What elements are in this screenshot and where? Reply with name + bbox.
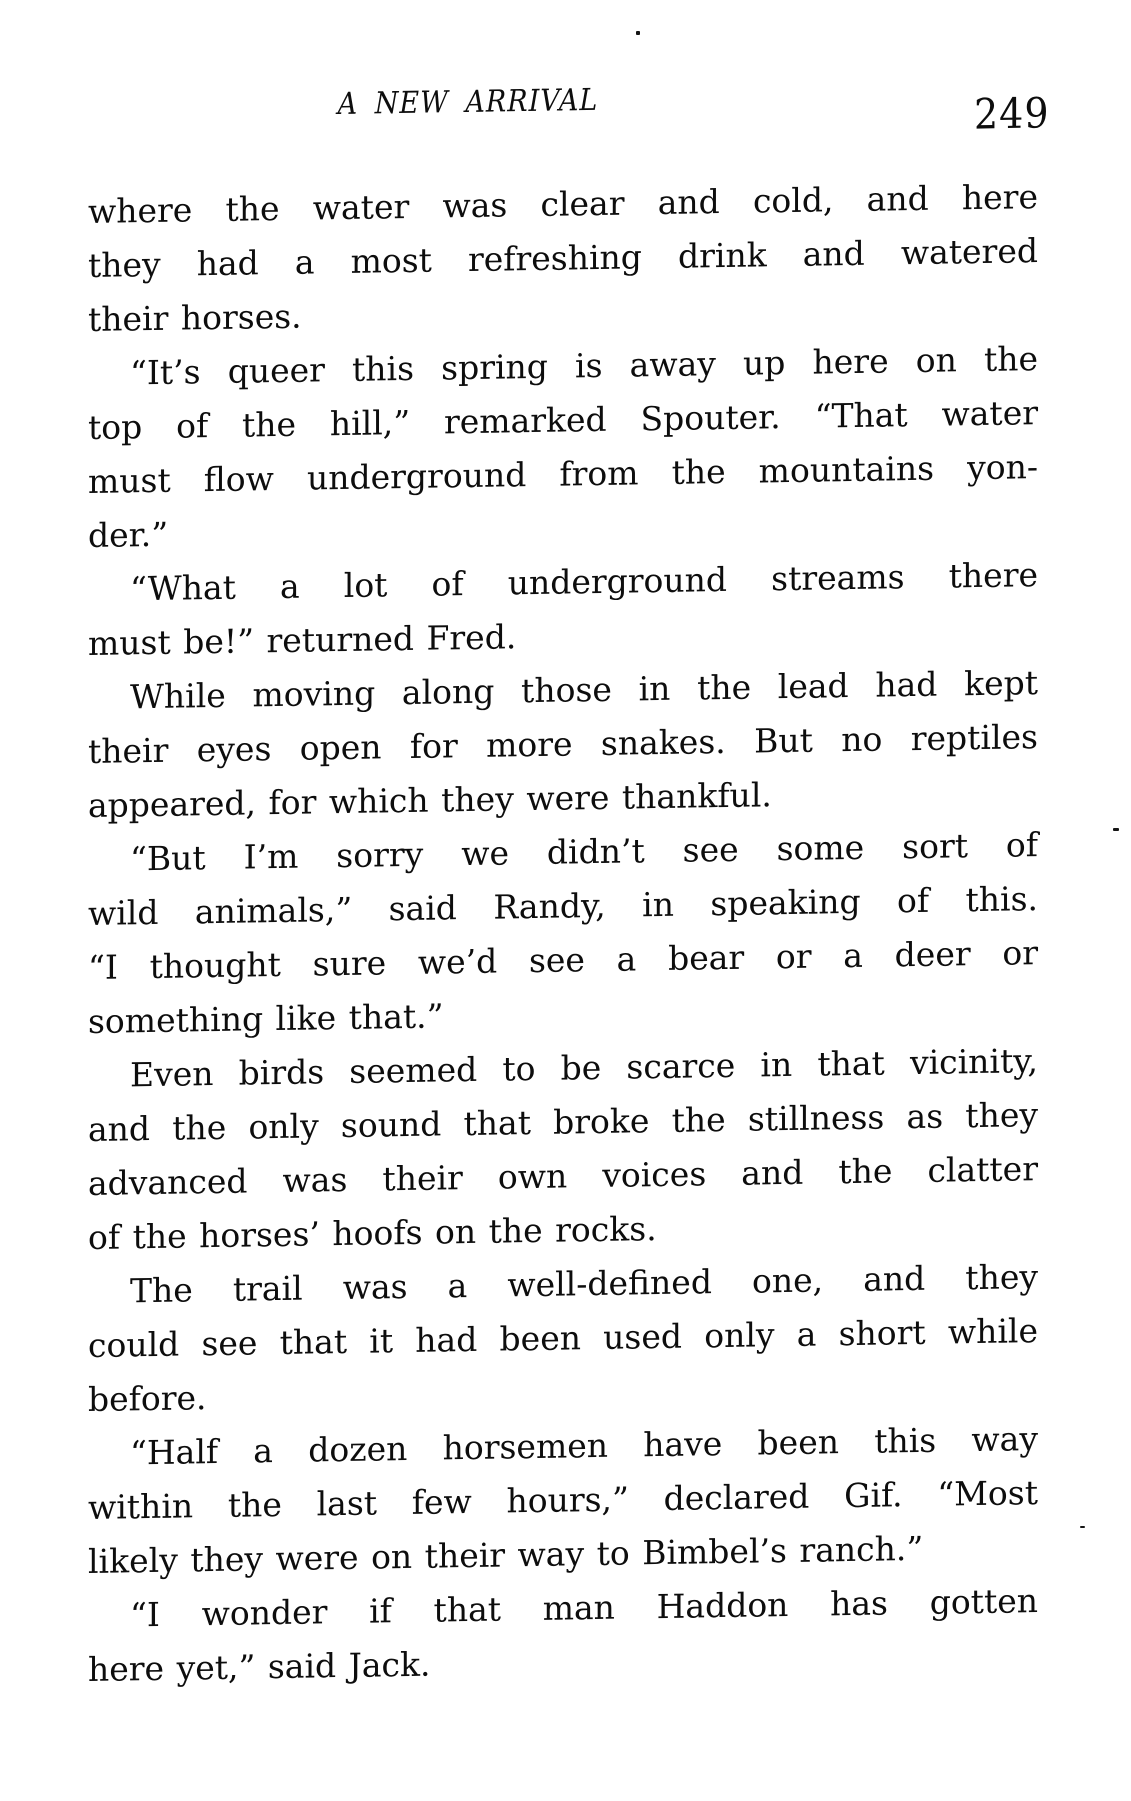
text-line: here yet,” said Jack.	[88, 1644, 431, 1689]
text-line: “I wonder if that man Haddon has gotten	[130, 1581, 1038, 1635]
paragraph	[88, 332, 1038, 563]
paragraph	[88, 656, 1038, 833]
body-text	[88, 170, 1038, 1697]
text-line: something like that.”	[88, 996, 444, 1041]
scanned-content	[88, 0, 1050, 1801]
paragraph	[88, 1412, 1038, 1589]
text-line: within the last few hours,” declared Gif. “Most	[88, 1473, 1038, 1527]
scan-speck-icon	[1080, 1526, 1085, 1528]
text-line: “But I’m sorry we didn’t see some sort of	[130, 825, 1038, 879]
text-line: before.	[88, 1378, 207, 1419]
text-line: could see that it had been used only a short while	[88, 1311, 1038, 1365]
text-line: top of the hill,” remarked Spouter. “That water	[88, 393, 1038, 447]
paragraph	[88, 1574, 1038, 1697]
text-line: where the water was clear and cold, and here	[88, 177, 1038, 231]
text-line: “What a lot of underground streams there	[130, 555, 1038, 609]
text-line: Even birds seemed to be scarce in that vicinity,	[130, 1041, 1038, 1095]
scan-speck-icon	[636, 31, 640, 35]
text-line: wild animals,” said Randy, in speaking of this.	[88, 879, 1038, 933]
paragraph	[88, 1250, 1038, 1427]
text-line: “I thought sure we’d see a bear or a deer or	[88, 933, 1038, 987]
text-line: “Half a dozen horsemen have been this way	[130, 1419, 1038, 1473]
scan-speck-icon	[1113, 828, 1119, 831]
text-line: must flow underground from the mountains yon-	[88, 447, 1038, 501]
text-line: likely they were on their way to Bimbel’s ranch.”	[88, 1528, 924, 1581]
text-line: they had a most refreshing drink and watered	[88, 231, 1038, 285]
text-line: their horses.	[88, 296, 302, 339]
text-line: While moving along those in the lead had kept	[130, 663, 1038, 717]
text-line: must be!” returned Fred.	[88, 617, 517, 663]
text-line: “It’s queer this spring is away up here on the	[130, 339, 1038, 393]
text-line: and the only sound that broke the stillness as they	[88, 1095, 1038, 1149]
page-number: 249	[974, 88, 1050, 139]
text-line: The trail was a well-defined one, and they	[130, 1257, 1038, 1311]
text-line: advanced was their own voices and the clatter	[88, 1149, 1038, 1203]
paragraph	[88, 170, 1038, 347]
paragraph	[88, 548, 1038, 671]
paragraph	[88, 818, 1038, 1049]
text-line: of the horses’ hoofs on the rocks.	[88, 1209, 657, 1257]
text-line: appeared, for which they were thankful.	[88, 775, 772, 825]
running-header: A NEW ARRIVAL	[337, 82, 599, 122]
paragraph	[88, 1034, 1038, 1265]
text-line: der.”	[88, 514, 169, 555]
text-line: their eyes open for more snakes. But no reptiles	[88, 717, 1038, 771]
